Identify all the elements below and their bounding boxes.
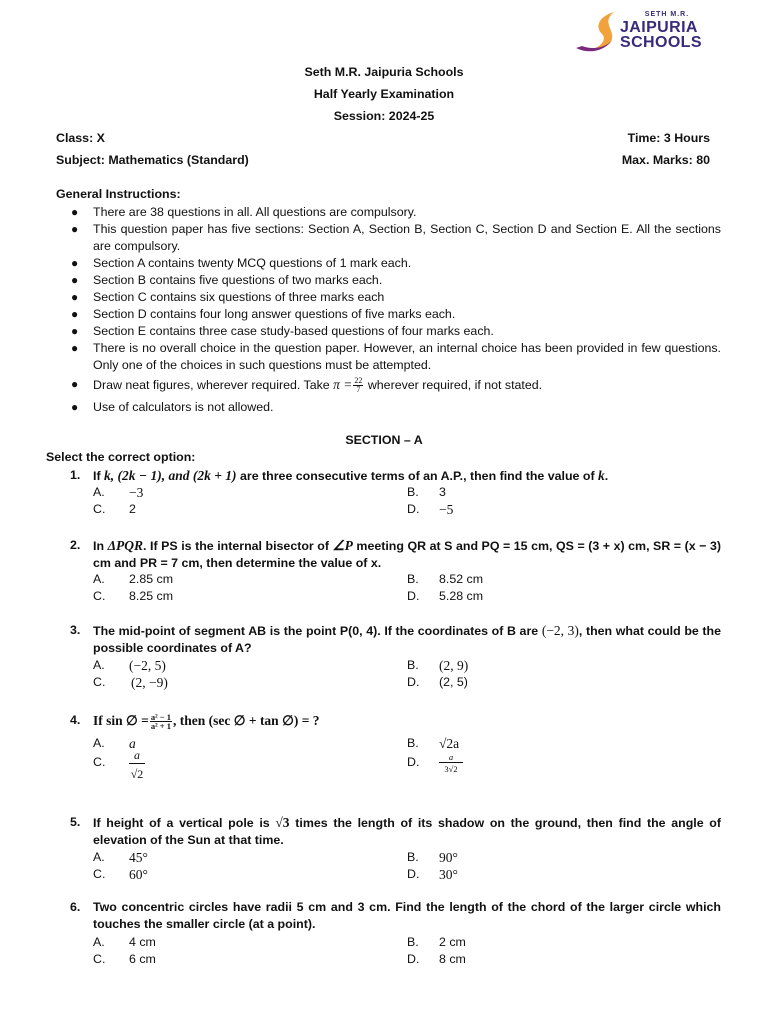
instructions-title: General Instructions: [56, 187, 181, 201]
class-label: Class: X [56, 131, 105, 145]
instruction-item: ● Draw neat figures, wherever required. Take π = $\frac{22}{7}$ wherever required, if not stated. [71, 376, 543, 395]
bullet-icon: ● [71, 324, 79, 338]
question-5 [56, 814, 721, 849]
time-label: Time: 3 Hours [627, 131, 710, 145]
logo-line-1: SETH M.R. [644, 11, 690, 18]
question-text: 2. In ΔPQR. If PS is the internal bisector of ∠P meeting QR at S and PQ = 15 cm, QS = (3 + x) cm, SR = (x − 3) cm and PR = 7 cm, then determine the value of x. [70, 538, 721, 570]
max-marks-label: Max. Marks: 80 [621, 153, 710, 167]
question-text: 3. The mid-point of segment AB is the point P(0, 4). If the coordinates of B are (−2, 3), then what could be the possible coordinates of A? [70, 623, 722, 655]
pi-fraction: $\frac{22}{7}$ [354, 376, 363, 395]
bullet-icon: ● [71, 290, 79, 304]
bullet-icon: ● [71, 400, 79, 414]
bullet-icon: ● [71, 307, 79, 321]
instruction-item: ● Section D contains four long answer questions of five marks each. [71, 307, 456, 321]
instructions-list [56, 204, 721, 416]
logo-line-2: JAIPURIA [620, 19, 698, 36]
school-name: Seth M.R. Jaipuria Schools [304, 65, 464, 79]
instruction-item: ● There is no overall choice in the question paper. However, an internal choice has been provided in few questions. Only one of the choices in such questions must be attempted. [71, 341, 721, 372]
question-text: 6. Two concentric circles have radii 5 cm and 3 cm. Find the length of the chord of the larger circle which touches the smaller circle (at a point). [70, 900, 721, 931]
logo-line-3: SCHOOLS [620, 34, 702, 51]
session: Session: 2024-25 [333, 109, 435, 123]
question-6 [56, 899, 721, 933]
instruction-item: ● This question paper has five sections: Section A, Section B, Section C, Section D and Section E. All the sections are compulsory. [71, 222, 721, 253]
instruction-item: ● Section C contains six questions of three marks each [71, 290, 385, 304]
question-2 [56, 537, 721, 572]
instruction-item: ● Section B contains five questions of two marks each. [71, 273, 383, 287]
question-1 [56, 467, 721, 485]
question-3 [56, 622, 721, 657]
bullet-icon: ● [71, 222, 79, 236]
question-text: 4. If sin ∅ = $\frac{\text{a² − 1}}{\text{a² + 1}}$ , then (sec ∅ + tan ∅) = ? [70, 712, 320, 732]
instruction-item: ● Section A contains twenty MCQ questions of 1 mark each. [71, 256, 412, 270]
question-4 [56, 712, 721, 730]
sin-fraction: $\frac{\text{a² − 1}}{\text{a² + 1}}$ [150, 712, 171, 732]
instruction-item: ● There are 38 questions in all. All questions are compulsory. [71, 205, 417, 219]
bullet-icon: ● [71, 341, 79, 355]
question-text: 5. If height of a vertical pole is √3 times the length of its shadow on the ground, then find the angle of elevation of the Sun at that time. [70, 815, 721, 847]
bullet-icon: ● [71, 205, 79, 219]
instruction-item: ● Use of calculators is not allowed. [71, 400, 274, 414]
question-text: 1. If k, (2k − 1), and (2k + 1) are three consecutive terms of an A.P., then find the value of k. [70, 468, 609, 483]
school-logo [574, 10, 714, 54]
bullet-icon: ● [71, 377, 79, 391]
bullet-icon: ● [71, 273, 79, 287]
subject-label: Subject: Mathematics (Standard) [56, 153, 249, 167]
logo-swoosh-icon [574, 10, 622, 54]
section-title: SECTION – A [345, 433, 423, 447]
bullet-icon: ● [71, 256, 79, 270]
instruction-item: ● Section E contains three case study-based questions of four marks each. [71, 324, 494, 338]
exam-title: Half Yearly Examination [313, 87, 455, 101]
section-prompt: Select the correct option: [46, 450, 196, 464]
